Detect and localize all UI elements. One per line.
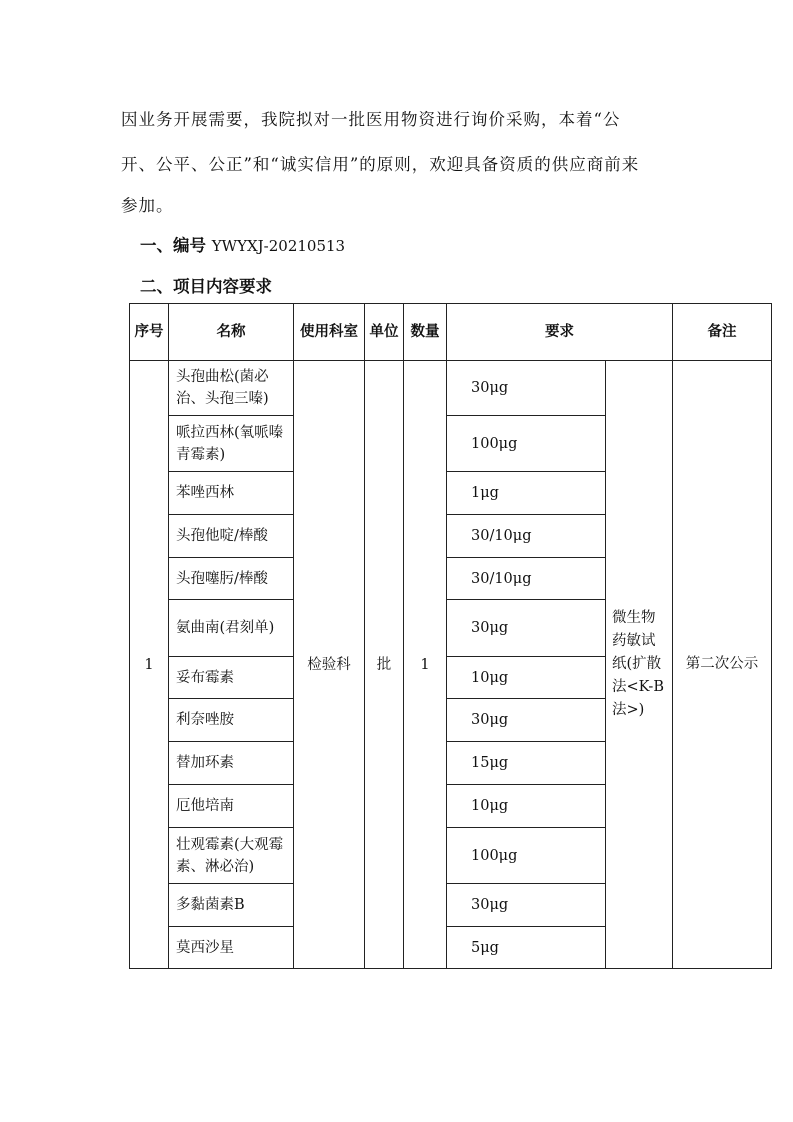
cell-item-name: 厄他培南 — [169, 785, 294, 828]
cell-item-spec: 100μg — [447, 828, 606, 884]
header-qty: 数量 — [404, 304, 447, 361]
cell-item-name: 多黏菌素B — [169, 884, 294, 927]
table-row — [130, 361, 772, 416]
cell-item-spec: 30μg — [447, 884, 606, 927]
intro-line-2: 开、公平、公正”和“诚实信用”的原则，欢迎具备资质的供应商前来 — [121, 155, 640, 174]
section-content-heading: 二、项目内容要求 — [140, 277, 272, 296]
cell-item-name: 利奈唑胺 — [169, 699, 294, 742]
cell-item-spec: 30μg — [447, 600, 606, 657]
section-number-code: YWYXJ-20210513 — [211, 237, 346, 255]
cell-item-spec: 30/10μg — [447, 558, 606, 600]
header-unit: 单位 — [365, 304, 404, 361]
cell-item-name: 莫西沙星 — [169, 927, 294, 969]
header-seq: 序号 — [130, 304, 169, 361]
requirements-table — [129, 303, 772, 969]
cell-item-spec: 30μg — [447, 361, 606, 416]
cell-item-name: 哌拉西林(氧哌嗪青霉素) — [169, 416, 294, 472]
header-requirements: 要求 — [447, 304, 673, 361]
header-remark: 备注 — [673, 304, 772, 361]
cell-dept: 检验科 — [294, 361, 365, 969]
section-number-heading — [140, 232, 345, 256]
intro-line-3: 参加。 — [121, 196, 174, 215]
cell-unit: 批 — [365, 361, 404, 969]
cell-item-spec: 30/10μg — [447, 515, 606, 558]
cell-remark: 第二次公示 — [673, 361, 772, 969]
cell-item-name: 头孢他啶/棒酸 — [169, 515, 294, 558]
cell-seq: 1 — [130, 361, 169, 969]
cell-item-spec: 30μg — [447, 699, 606, 742]
cell-item-name: 氨曲南(君刻单) — [169, 600, 294, 657]
cell-item-name: 替加环素 — [169, 742, 294, 785]
cell-item-name: 头孢曲松(菌必治、头孢三嗪) — [169, 361, 294, 416]
cell-item-spec: 1μg — [447, 472, 606, 515]
cell-item-name: 妥布霉素 — [169, 657, 294, 699]
header-dept: 使用科室 — [294, 304, 365, 361]
cell-item-name: 头孢噻肟/棒酸 — [169, 558, 294, 600]
cell-item-spec: 10μg — [447, 657, 606, 699]
cell-item-spec: 15μg — [447, 742, 606, 785]
cell-method: 微生物药敏试纸(扩散法<K-B法>) — [606, 361, 673, 969]
table-header-row — [130, 304, 772, 361]
cell-item-name: 壮观霉素(大观霉素、淋必治) — [169, 828, 294, 884]
section-number-title: 一、编号 — [140, 236, 206, 255]
header-name: 名称 — [169, 304, 294, 361]
cell-item-name: 苯唑西林 — [169, 472, 294, 515]
cell-item-spec: 5μg — [447, 927, 606, 969]
cell-item-spec: 10μg — [447, 785, 606, 828]
cell-qty: 1 — [404, 361, 447, 969]
cell-item-spec: 100μg — [447, 416, 606, 472]
intro-line-1: 因业务开展需要，我院拟对一批医用物资进行询价采购，本着“公 — [121, 110, 621, 129]
